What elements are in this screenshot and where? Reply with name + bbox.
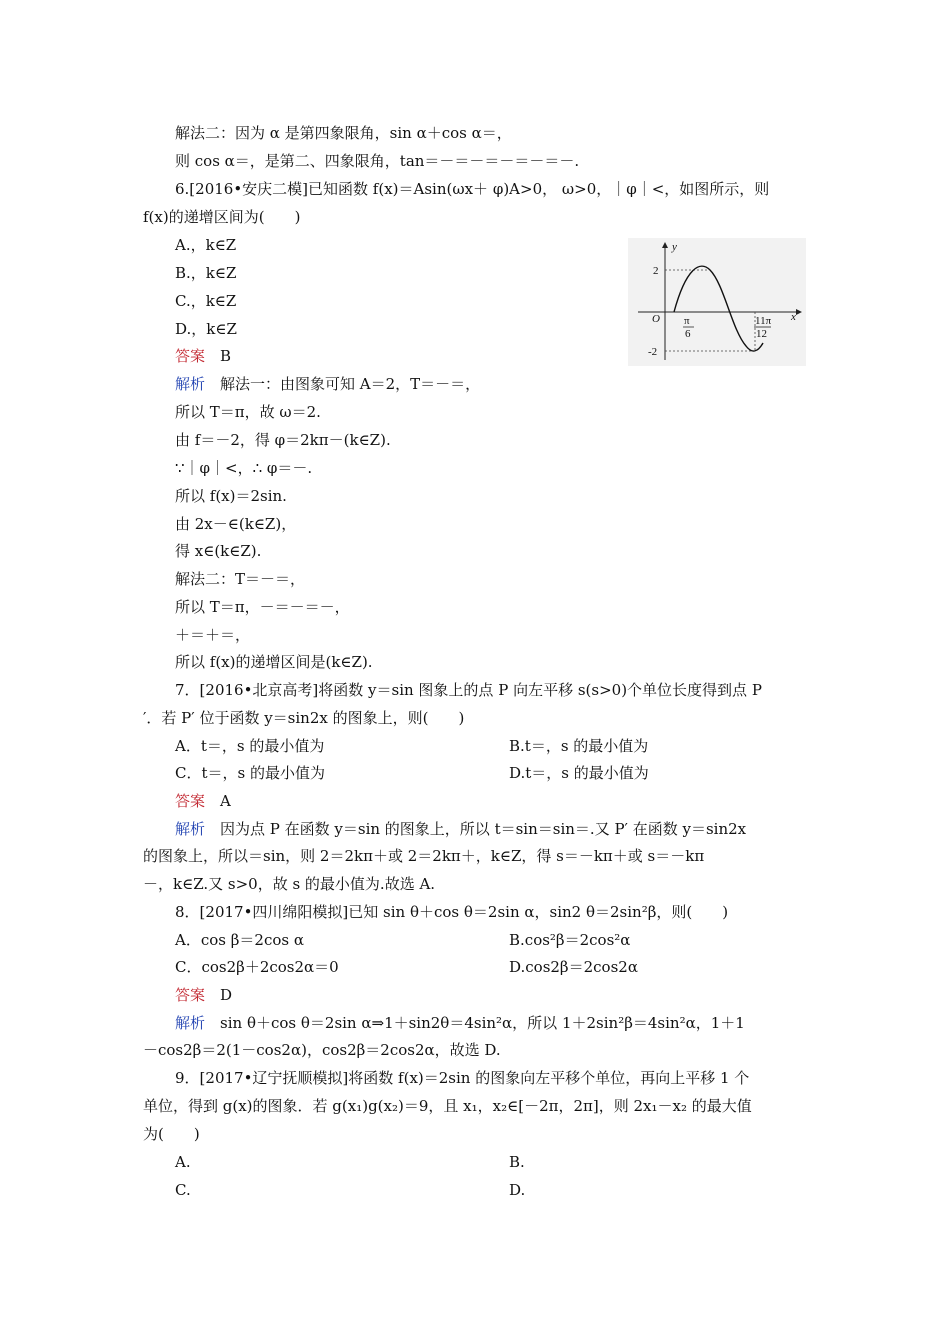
text-line: B. [509,1153,525,1171]
text-line [175,791,231,811]
line-content: A [205,792,231,810]
text-line: 所以 f(x)的递增区间是(k∈Z). [175,653,373,671]
text-line [175,346,231,366]
text-line: 解法二：T＝－＝， [175,570,306,588]
text-line: 6.[2016•安庆二模]已知函数 f(x)＝Asin(ωx＋ φ)A>0， ω>0，｜φ｜<，如图所示，则 [175,180,770,198]
text-line: 的图象上，所以＝sin，则 2＝2kπ＋或 2＝2kπ＋，k∈Z，得 s＝－kπ＋或 s＝－kπ [143,847,705,865]
text-line: ∵｜φ｜<，∴ φ＝－. [175,459,313,477]
line-content: 因为点 P 在函数 y＝sin 的图象上，所以 t＝sin＝sin＝.又 P′ 在函数 y＝sin2x [205,820,747,838]
x1-numerator: π [684,315,690,327]
analysis-label: 解析 [175,375,206,393]
text-line: A．t＝，s 的最小值为 [175,737,325,755]
text-line: 所以 T＝π，故 ω＝2. [175,403,321,421]
line-content: D [205,986,233,1004]
text-line: 所以 f(x)＝2sin. [175,487,287,505]
text-line: 解法二：因为 α 是第四象限角，sin α＋cos α＝， [175,124,512,142]
y-max-label: 2 [653,265,659,277]
line-content: sin θ＋cos θ＝2sin α⇒1＋sin2θ＝4sin²α，所以 1＋2sin²β＝4sin²α，1＋1 [205,1014,745,1032]
text-line: C．t＝，s 的最小值为 [175,764,325,782]
origin-label: O [652,313,660,325]
text-line: D.，k∈Z [175,320,237,338]
text-line: ＋＝＋＝， [175,626,251,644]
text-line: 所以 T＝π，－＝－＝－， [175,598,350,616]
text-line [175,819,746,839]
text-line: A．cos β＝2cos α [175,931,304,949]
sine-graph-figure [628,238,806,366]
text-line: 得 x∈(k∈Z). [175,542,262,560]
text-line [175,985,232,1005]
text-line: ′．若 P′ 位于函数 y＝sin2x 的图象上，则( ) [143,709,465,727]
analysis-label: 解析 [175,1014,206,1032]
text-line: C.，k∈Z [175,292,237,310]
text-line: f(x)的递增区间为( ) [143,208,301,226]
x2-numerator: 11π [755,315,772,327]
text-line: 由 2x－∈(k∈Z)， [175,515,297,533]
text-line: －，k∈Z.又 s>0，故 s 的最小值为.故选 A. [143,875,436,893]
answer-label: 答案 [175,347,206,365]
line-content: B [205,347,232,365]
text-line: C. [175,1181,191,1199]
text-line [175,374,480,394]
text-line: 9．[2017•辽宁抚顺模拟]将函数 f(x)＝2sin 的图象向左平移个单位，再向上平移 1 个 [175,1069,750,1087]
sine-graph-svg [628,238,806,366]
text-line: A. [175,1153,191,1171]
text-line: C．cos2β＋2cos2α＝0 [175,958,339,976]
line-content: 解法一：由图象可知 A＝2，T＝－＝， [205,375,481,393]
text-line: 由 f＝－2，得 φ＝2kπ－(k∈Z). [175,431,391,449]
y-axis-label: y [672,241,677,253]
analysis-label: 解析 [175,820,206,838]
text-line: 8．[2017•四川绵阳模拟]已知 sin θ＋cos θ＝2sin α，sin2 θ＝2sin²β，则( ) [175,903,729,921]
text-line [175,1013,745,1033]
text-line: B.cos²β＝2cos²α [509,931,631,949]
text-line: 单位，得到 g(x)的图象．若 g(x₁)g(x₂)＝9，且 x₁，x₂∈[－2π，2π]，则 2x₁－x₂ 的最大值 [143,1097,752,1115]
text-line: D.t＝，s 的最小值为 [509,764,649,782]
text-line: －cos2β＝2(1－cos2α)，cos2β＝2cos2α，故选 D. [143,1041,501,1059]
text-line: B.t＝，s 的最小值为 [509,737,649,755]
answer-label: 答案 [175,986,206,1004]
x2-denominator: 12 [756,328,767,340]
y-min-label: -2 [648,346,658,358]
x1-denominator: 6 [685,328,691,340]
text-line: 则 cos α＝，是第二、四象限角，tan＝－＝－＝－＝－＝－. [175,152,580,170]
x-axis-label: x [791,311,796,323]
text-line: A.，k∈Z [175,236,237,254]
text-line: D. [509,1181,526,1199]
text-line: B.，k∈Z [175,264,237,282]
text-line: D.cos2β＝2cos2α [509,958,638,976]
answer-label: 答案 [175,792,206,810]
text-line: 7．[2016•北京高考]将函数 y＝sin 图象上的点 P 向左平移 s(s>0)个单位长度得到点 P [175,681,762,699]
text-line: 为( ) [143,1125,200,1143]
